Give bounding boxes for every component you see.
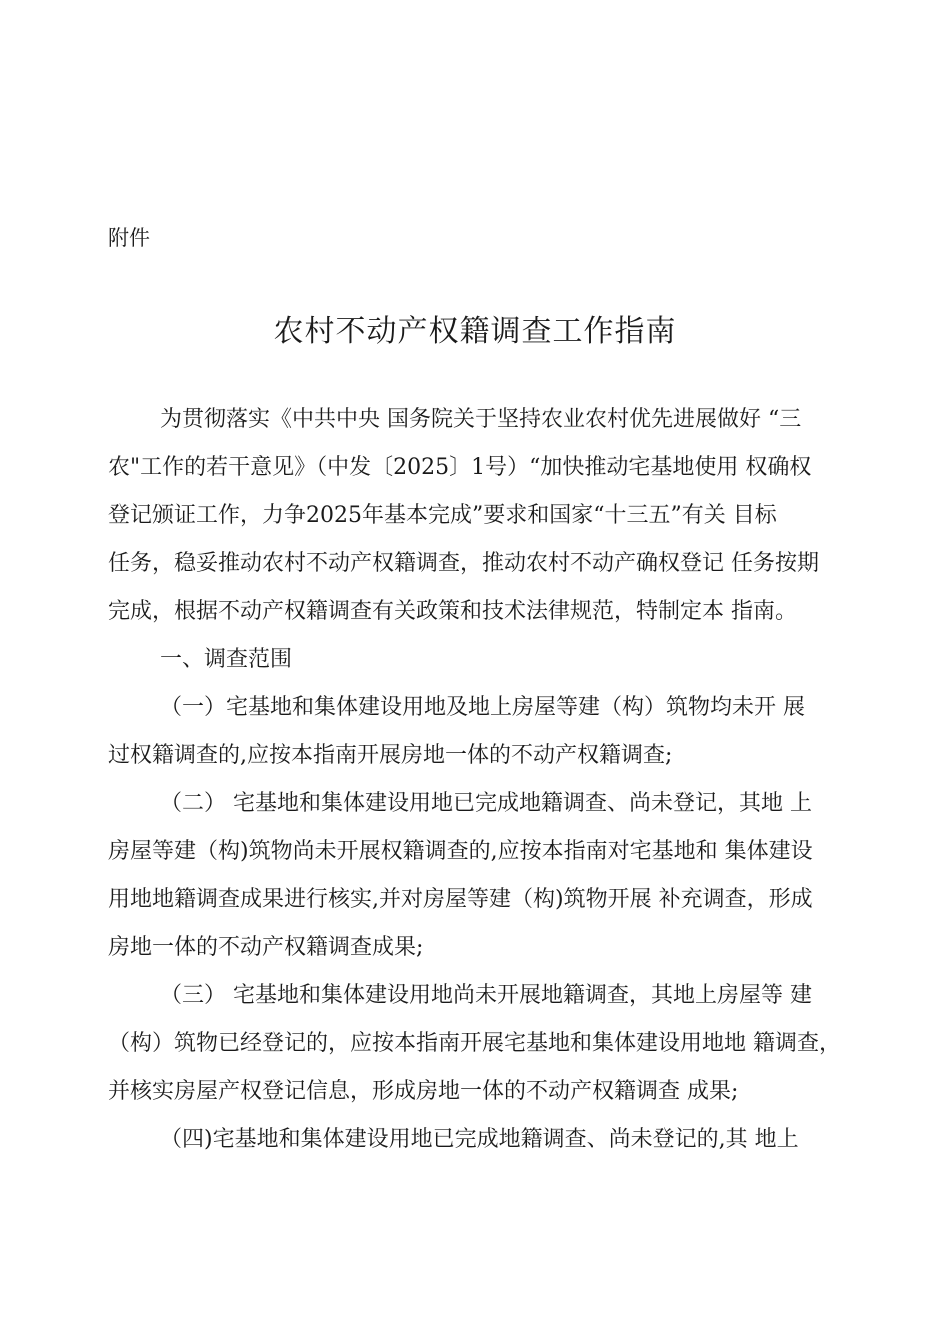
paragraph-line-4: 任务，稳妥推动农村不动产权籍调查，推动农村不动产确权登记 任务按期 [108,551,819,576]
paragraph-line-3: 登记颁证工作，力争2025年基本完成”要求和国家“十三五”有关 目标 [108,503,777,528]
item-2-line-3: 用地地籍调查成果进行核实,并对房屋等建（构)筑物开展 补充调查，形成 [108,887,813,912]
document-title: 农村不动产权籍调查工作指南 [273,314,677,349]
paragraph-line-1: 为贯彻落实《中共中央 国务院关于坚持农业农村优先进展做好 “三 [160,407,802,432]
paragraph-line-2: 农"工作的若干意见》（中发〔2025〕1号）“加快推动宅基地使用 权确权 [108,455,812,480]
item-2-line-2: 房屋等建（构)筑物尚未开展权籍调查的,应按本指南对宅基地和 集体建设 [108,839,813,864]
attachment-label: 附件 [108,226,150,250]
section-heading: 一、调查范围 [160,647,293,672]
item-2-line-4: 房地一体的不动产权籍调查成果; [108,935,424,960]
item-3-line-1: （三） 宅基地和集体建设用地尚未开展地籍调查，其地上房屋等 建 [160,983,812,1008]
item-4-line-1: （四)宅基地和集体建设用地已完成地籍调查、尚未登记的,其 地上 [160,1127,799,1152]
item-2-line-1: （二） 宅基地和集体建设用地已完成地籍调查、尚未登记，其地 上 [160,791,812,816]
paragraph-line-5: 完成，根据不动产权籍调查有关政策和技术法律规范，特制定本 指南。 [108,599,797,624]
item-3-line-2: （构）筑物已经登记的，应按本指南开展宅基地和集体建设用地地 籍调查， [108,1031,841,1056]
item-3-line-3: 并核实房屋产权登记信息，形成房地一体的不动产权籍调查 成果; [108,1079,739,1104]
item-1-line-2: 过权籍调查的,应按本指南开展房地一体的不动产权籍调查; [108,743,673,768]
item-1-line-1: （一）宅基地和集体建设用地及地上房屋等建（构）筑物均未开 展 [160,695,805,720]
